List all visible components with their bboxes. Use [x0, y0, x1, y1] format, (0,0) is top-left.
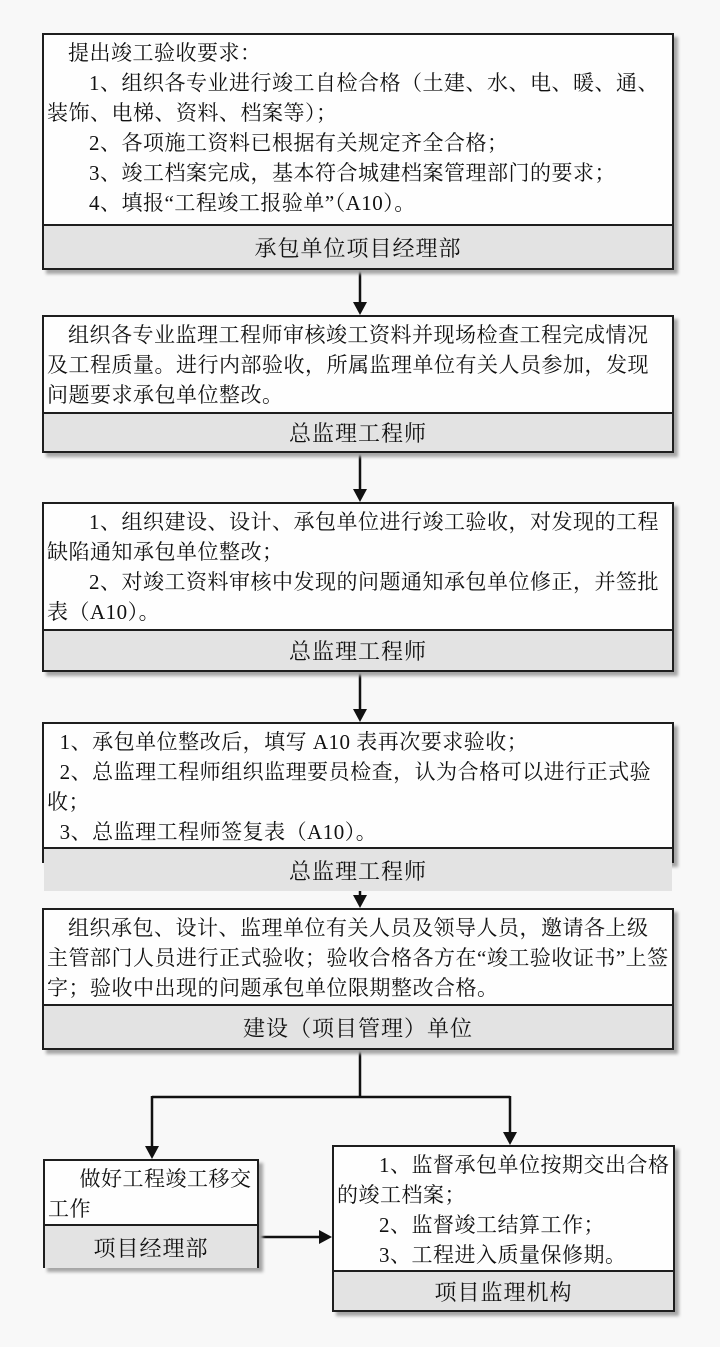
- box-text-line: 1、监督承包单位按期交出合格的竣工档案；: [337, 1153, 670, 1207]
- arrow-box6-to-box7: [259, 1230, 332, 1244]
- box-text-line: 1、组织各专业进行竣工自检合格（土建、水、电、暖、通、装饰、电梯、资料、档案等）；: [47, 71, 659, 125]
- box-text-line: 3、工程进入质量保修期。: [379, 1243, 627, 1267]
- box-footer-role: 承包单位项目经理部: [44, 224, 672, 268]
- box-text-line: 4、填报“工程竣工报验单”（A10）。: [89, 191, 416, 215]
- flow-box-acceptance-request: [42, 33, 674, 270]
- box-content: [45, 1161, 257, 1224]
- box-text-line: 提出竣工验收要求：: [68, 41, 262, 65]
- box-text-line: 组织各专业监理工程师审核竣工资料并现场检查工程完成情况及工程质量。进行内部验收，所属监理单位有关人员参加，发现问题要求承包单位整改。: [47, 323, 649, 407]
- arrow-box1-to-box2: [353, 270, 367, 315]
- box-content: [44, 504, 672, 629]
- flow-box-formal-acceptance: [42, 908, 674, 1050]
- box-footer-role: 建设（项目管理）单位: [44, 1004, 672, 1048]
- box-text-line: 2、对竣工资料审核中发现的问题通知承包单位修正，并签批表（A10）。: [47, 570, 659, 624]
- box-text-line: 3、总监理工程师签复表（A10）。: [59, 820, 378, 844]
- box-content: [44, 35, 672, 224]
- arrow-box3-to-box4: [353, 672, 367, 722]
- arrow-branch-to-box7: [503, 1096, 517, 1145]
- flow-box-reacceptance: [42, 722, 674, 884]
- flow-box-handover: [43, 1159, 259, 1268]
- box-text-line: 2、监督竣工结算工作；: [379, 1213, 605, 1237]
- flow-box-supervision-duties: [332, 1145, 675, 1312]
- box-text-line: 3、竣工档案完成，基本符合城建档案管理部门的要求；: [89, 161, 616, 185]
- box-footer-role: 项目经理部: [45, 1224, 257, 1268]
- box-footer-role: 总监理工程师: [44, 412, 672, 451]
- arrow-branch-to-box6: [145, 1096, 159, 1159]
- box-content: [44, 724, 672, 847]
- arrow-box2-to-box3: [353, 453, 367, 502]
- flow-box-internal-acceptance: [42, 315, 674, 453]
- box-text-line: 做好工程竣工移交工作: [48, 1167, 252, 1221]
- box-footer-role: 总监理工程师: [44, 847, 672, 891]
- box-text-line: 2、总监理工程师组织监理要员检查，认为合格可以进行正式验收；: [47, 760, 652, 814]
- box-text-line: 1、组织建设、设计、承包单位进行竣工验收，对发现的工程缺陷通知承包单位整改；: [47, 510, 659, 564]
- flow-box-organize-acceptance: [42, 502, 674, 672]
- box-text-line: 2、各项施工资料已根据有关规定齐全合格；: [89, 131, 509, 155]
- box-content: [44, 910, 672, 1004]
- box-footer-role: 总监理工程师: [44, 629, 672, 670]
- box-text-line: 组织承包、设计、监理单位有关人员及领导人员，邀请各上级主管部门人员进行正式验收；验收合格各方在“竣工验收证书”上签字；验收中出现的问题承包单位限期整改合格。: [47, 916, 669, 1000]
- box-footer-role: 项目监理机构: [334, 1270, 673, 1310]
- box-content: [334, 1147, 673, 1270]
- branch-connector: [152, 1050, 510, 1097]
- box-text-line: 1、承包单位整改后，填写 A10 表再次要求验收；: [59, 730, 529, 754]
- box-content: [44, 317, 672, 412]
